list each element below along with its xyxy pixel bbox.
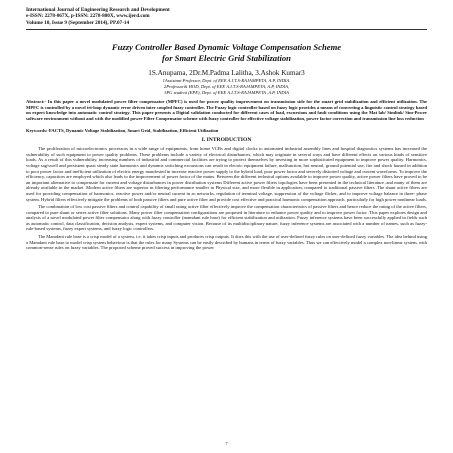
journal-volume: Volume 10, Issue 9 (September 2014), PP.07-14 [26, 19, 130, 26]
affiliations [26, 78, 427, 95]
title-line-2: for Smart Electric Grid Stabilization [162, 52, 291, 63]
affiliation-1: 1Assistant Professor, Dept. of EEE A.I.T.S-RAJAMPETA, A.P, INDIA. [162, 78, 291, 84]
keywords: Keywords:-FACTS, Dynamic Voltage Stabilization, Smart Grid, Stabilization, Efficient Utilization [26, 127, 219, 133]
journal-issn: e-ISSN: 2278-067X, p-ISSN: 2278-800X, www.ijerd.com [26, 13, 150, 20]
journal-header [26, 7, 427, 26]
affiliation-2: 2Professor& HOD, Dept. of EEE A.I.T.S-RAJAMPETA, A.P, INDIA, [163, 84, 290, 89]
body-paragraph-3: The Mamdani rule base is a crisp model of a system, i.e. it takes crisp inputs and produces crisp outputs. It does this with the use of user-defined fuzzy rules on user-defined fuzzy variables. The idea behind using a Mamdani rule base to model crisp system behaviour is that the rules for many Systems can be easily described by humans in terms of fuzzy variables. Thus we can effectively model a complex non-linear system, with common-sense rules on fuzzy variables. The proposed scheme proved success in improving the power [26, 234, 427, 251]
abstract: Abstract:- In this paper a novel modulated power filter compensator (MPFC) is used for power quality improvement on transmission side for the smart grid stabilization and efficient utilization. The MPFC is controlled by a novel tri-loop dynamic error driven inter coupled fuzzy controller. The Fuzzy logic controller based on fuzzy logic provides a means of converting a linguistic control strategy based on expert knowledge into automatic control strategy. This paper presents a Digital validation conducted for different cases of load, excursions and fault conditions using the Mat lab/ Simlink/ Sim-Power software environment without and with the modified power Filter Compensator scheme with fuzzy controller for effective voltage stabilization, power factor correction and transmission line loss reduction [26, 99, 427, 121]
affiliation-3: 3PG student (EPE), Dept. of EEE A.I.T.S-RAJAMPETA ,A.P, INDIA [164, 89, 289, 95]
body-paragraph-2: The combination of low cost passive filters and control capability of small rating active filter effectively improve the compensation characteristics of passive filters and hence reduce the rating of the active filters, compared to pure shunt or series active filter solutions. Many power filter compensation configurations are proposed in literature to enhance power quality and to improve power factor .This paper explores design and analysis of a novel modulated power filter compensator along with fuzzy controller (mamdani rule base) for efficient stabilization and utilization. Fuzzy inference systems have been successfully applied in fields such as automatic control, data classification, decision analysis, expert systems, and computer vision. Because of its multidisciplinary nature, fuzzy inference systems are associated with a number of names, such as fuzzy-rule-based systems, fuzzy expert systems, and fuzzy logic controllers. [26, 204, 427, 232]
body-paragraph-1: The proliferation of microelectronics processors in a wide range of equipments, from home VCRs and digital clocks to automated industrial assembly lines and hospital diagnostics systems has increased the vulnerability of such equipment to power quality problems. These problems include a variety of electrical disturbances, which may originate in several ways and have different effects on various kinds of sensitive loads. As a result of this vulnerability, increasing numbers of industrial and commercial facilities are trying to protect themselves by investing in more sophisticated equipment to improve power quality. Harmonics, voltage sag/swell and persistent quasi steady state harmonics and dynamic switching excursions can result in electric equipment failure, malfunction, hot neutral, ground potential use, fire and shock hazard in addition to poor power factor and inefficient utilization of electric energy manifested in increase reactive power supply to the hybrid load, poor power factor and severely distorted voltage and current waveforms. To improve the efficiency, capacitors are employed which also leads to the improvement of power factor of the mains. Between the different technical options available to improve power quality, active power filters have proved to be an important alternative to compensate for current and voltage disturbances in power distribution systems Different active power filters topologies have been presented in the technical literature ,and many of them are already available in the market .Modern active filters are superior in filtering performance smaller in Physical size, and more flexible in application, compared to traditional passive filters .The shunt active filters are used for providing compensation of harmonics, reactive power and/or neutral current in ac networks, regulation of terminal voltage, suppression of the voltage flicker, and to improve voltage balance in three- phase system. Hybrid filters effectively mitigate the problems of both passive filters and pure active filter and provide cost effective and practical harmonic compensation approach, particularly for high power nonlinear loads. [26, 146, 427, 202]
paper-title [26, 42, 427, 63]
page-number: 7 [225, 441, 228, 446]
author-list: 1S.Anupama, 2Dr.M.Padma Lalitha, 3.Ashok Kumar3 [148, 69, 305, 78]
journal-name: International Journal of Engineering Research and Development [26, 7, 170, 13]
header-rule [26, 29, 427, 30]
title-line-1: Fuzzy Controller Based Dynamic Voltage Compensation Scheme [111, 42, 342, 53]
section-heading-introduction: I. INTRODUCTION [201, 137, 252, 144]
